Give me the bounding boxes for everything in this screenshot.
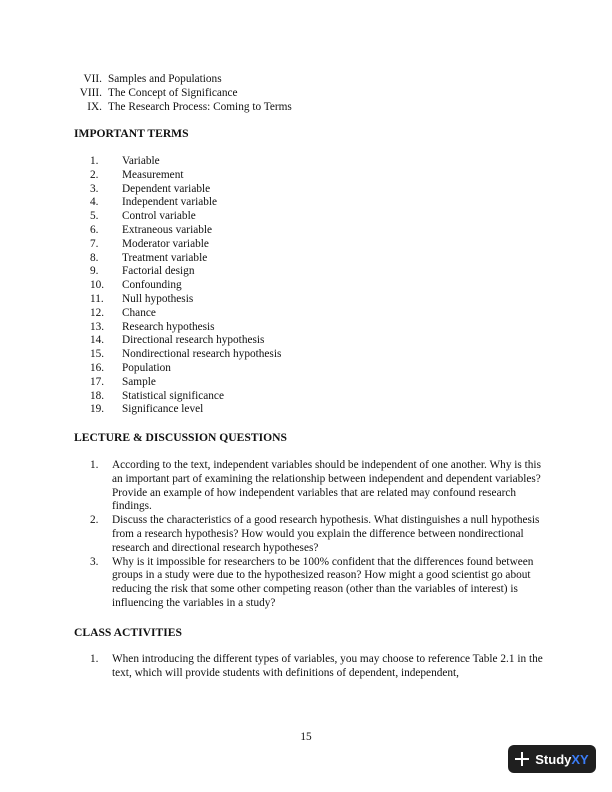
question-item: 2. Discuss the characteristics of a good research hypothesis. What distinguishes a null hypothesis from a research hypothesis? How would you explain the difference between nondirectional research and directional research hypotheses?: [90, 514, 540, 554]
question-item: 3. Why is it impossible for researchers to be 100% confident that the differences found between groups in a study were due to the hypothesized reason? How might a good scientist go about reducing the risk that some other competing reason (other than the variables of interest) is influencing the variables in a study?: [90, 555, 534, 609]
term-item: 9. Factorial design: [90, 265, 195, 278]
term-item: 17. Sample: [90, 375, 156, 388]
term-item: 3. Dependent variable: [90, 182, 211, 195]
outline-item: VIII. The Concept of Significance: [79, 87, 238, 99]
studyxy-badge[interactable]: [508, 745, 596, 773]
outline-list: [74, 72, 554, 114]
badge-label: StudyXY: [535, 751, 589, 767]
plus-icon: [515, 752, 529, 766]
class-activities-list: [74, 653, 544, 681]
important-terms-list: [74, 155, 554, 417]
lecture-questions-list: [74, 459, 544, 611]
term-item: 14. Directional research hypothesis: [90, 334, 265, 347]
term-item: 10. Confounding: [90, 279, 182, 292]
term-item: 2. Measurement: [90, 168, 184, 181]
term-item: 6. Extraneous variable: [90, 223, 213, 236]
lecture-questions-heading: LECTURE & DISCUSSION QUESTIONS: [74, 431, 287, 444]
page-number: 15: [300, 731, 312, 743]
class-activities-heading: CLASS ACTIVITIES: [74, 626, 182, 639]
term-item: 8. Treatment variable: [90, 251, 208, 264]
term-item: 15. Nondirectional research hypothesis: [90, 348, 282, 361]
term-item: 16. Population: [90, 361, 171, 374]
outline-item: VII. Samples and Populations: [83, 73, 222, 85]
outline-item: IX. The Research Process: Coming to Terms: [87, 101, 292, 113]
term-item: 1. Variable: [90, 155, 160, 167]
important-terms-heading: IMPORTANT TERMS: [74, 127, 189, 140]
term-item: 12. Chance: [90, 306, 156, 319]
question-item: 1. According to the text, independent variables should be independent of one another. Why is this an important part of examining the relationship between independent and dependent variables? Provide an example of how independent variables that are related may confound research findings.: [90, 459, 541, 513]
term-item: 7. Moderator variable: [90, 237, 209, 250]
term-item: 19. Significance level: [90, 403, 204, 416]
term-item: 18. Statistical significance: [90, 389, 224, 402]
term-item: 5. Control variable: [90, 210, 196, 223]
term-item: 4. Independent variable: [90, 196, 218, 209]
activity-item: 1. When introducing the different types of variables, you may choose to reference Table 2.1 in the text, which will provide students with definitions of dependent, independent,: [90, 653, 543, 679]
term-item: 11. Null hypothesis: [90, 292, 194, 305]
term-item: 13. Research hypothesis: [90, 320, 215, 333]
